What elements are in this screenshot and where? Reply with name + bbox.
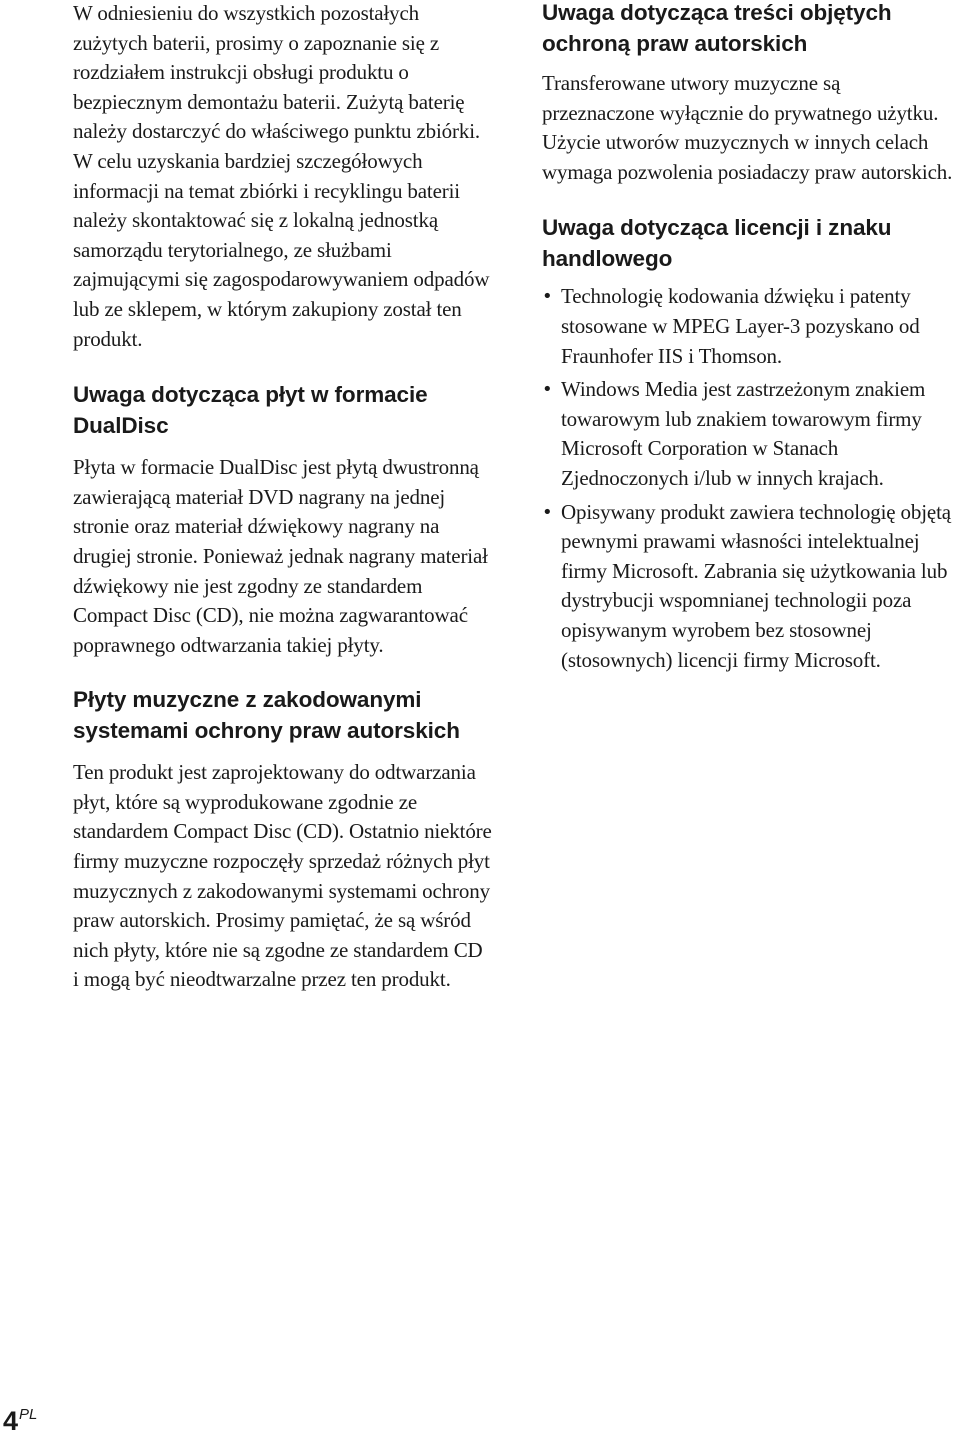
- dualdisc-heading: Uwaga dotycząca płyt w formacie DualDisc: [73, 382, 428, 439]
- bullet-icon: •: [542, 501, 553, 523]
- recycling-info-paragraph: W celu uzyskania bardziej szczegółowych informacji na temat zbiórki i recyklingu baterii należy skontaktować się z lokalną jednostką samorządu terytorialnego, ze służbami zajmującymi się zagospodarowywaniem odpadów lub ze sklepem, w którym zakupiony został ten produkt.: [73, 148, 490, 351]
- dualdisc-paragraph: Płyta w formacie DualDisc jest płytą dwustronną zawierającą materiał DVD nagrany na jednej stronie oraz materiał dźwiękowy nagrany na drugiej stronie. Ponieważ jednak nagrany materiał dźwiękowy nie jest zgodny ze standardem Compact Disc (CD), nie można zagwarantować poprawnego odtwarzania takiej płyty.: [73, 455, 488, 657]
- right-column: [542, 0, 956, 675]
- license-list: [542, 282, 956, 675]
- left-column: [73, 0, 493, 995]
- copyright-paragraph: Transferowane utwory muzyczne są przeznaczone wyłącznie do prywatnego użytku. Użycie utworów muzycznych w innych celach wymaga pozwolenia posiadaczy praw autorskich.: [542, 71, 953, 184]
- copy-protected-heading: Płyty muzyczne z zakodowanymi systemami ochrony praw autorskich: [73, 687, 460, 744]
- license-heading: Uwaga dotycząca licencji i znaku handlowego: [542, 215, 892, 272]
- copy-protected-paragraph: Ten produkt jest zaprojektowany do odtwarzania płyt, które są wyprodukowane zgodnie ze standardem Compact Disc (CD). Ostatnio niektóre firmy muzyczne rozpoczęły sprzedaż różnych płyt muzycznych z zakodowanymi systemami ochrony praw autorskich. Prosimy pamiętać, że są wśród nich płyty, które nie są zgodne ze standardem CD i mogą być nieodtwarzalne przez ten produkt.: [73, 760, 492, 992]
- battery-paragraph: W odniesieniu do wszystkich pozostałych zużytych baterii, prosimy o zapoznanie się z rozdziałem instrukcji obsługi produktu o bezpiecznym demontażu baterii. Zużytą baterię należy dostarczyć do właściwego punktu zbiórki.: [73, 1, 480, 144]
- list-item: [542, 282, 956, 371]
- list-item: [542, 375, 956, 493]
- copyright-heading: Uwaga dotycząca treści objętych ochroną praw autorskich: [542, 0, 892, 56]
- list-item: [542, 498, 956, 676]
- page-number: [3, 1398, 37, 1438]
- list-item-text: Technologię kodowania dźwięku i patenty stosowane w MPEG Layer-3 pozyskano od Fraunhofer IIS i Thomson.: [561, 284, 920, 368]
- bullet-icon: •: [542, 286, 553, 308]
- page-number-value: 4: [3, 1406, 19, 1436]
- list-item-text: Windows Media jest zastrzeżonym znakiem towarowym lub znakiem towarowym firmy Microsoft Corporation w Stanach Zjednoczonych i/lub w innych krajach.: [561, 377, 926, 490]
- bullet-icon: •: [542, 379, 553, 401]
- list-item-text: Opisywany produkt zawiera technologię objętą pewnymi prawami własności intelektualnej firmy Microsoft. Zabrania się użytkowania lub dystrybucji wspomnianej technologii poza opisywanym wyrobem bez stosownej (stosownych) licencji firmy Microsoft.: [561, 499, 951, 672]
- page-language-code: PL: [19, 1406, 38, 1423]
